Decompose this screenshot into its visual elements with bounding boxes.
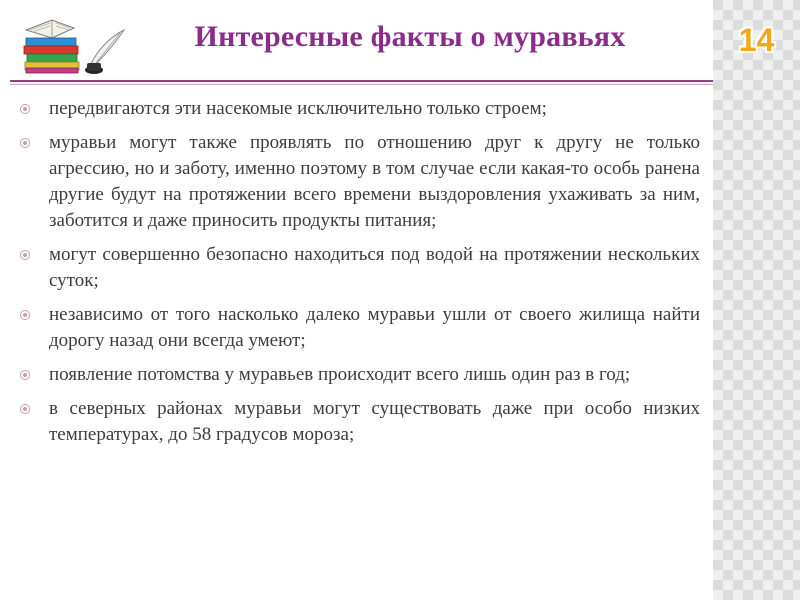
slide-number: 14 — [738, 22, 775, 58]
bullet-icon — [20, 138, 30, 148]
bullet-icon — [20, 104, 30, 114]
bullet-item — [20, 242, 700, 294]
decorative-side-panel — [713, 0, 800, 600]
title-divider — [10, 80, 713, 82]
bullet-item — [20, 130, 700, 234]
bullet-text: муравьи могут также проявлять по отношению друг к другу не только агрессию, но и заботу, именно поэтому в том случае если какая-то особь ранена другие будут на протяжении всего времени выздоровления ухаживать за ним, заботится и даже приносить продукты питания; — [49, 132, 700, 231]
books-and-quill-icon — [12, 8, 130, 76]
bullet-icon — [20, 404, 30, 414]
bullet-text: появление потомства у муравьев происходит всего лишь один раз в год; — [49, 364, 631, 385]
bullet-text: в северных районах муравьи могут существовать даже при особо низких температурах, до 58 градусов мороза; — [49, 398, 700, 445]
title-divider-thin — [10, 84, 713, 85]
bullet-item — [20, 396, 700, 448]
bullet-icon — [20, 310, 30, 320]
bullet-text: могут совершенно безопасно находиться под водой на протяжении нескольких суток; — [49, 244, 700, 291]
bullet-text: передвигаются эти насекомые исключительно только строем; — [49, 98, 547, 119]
bullet-item — [20, 96, 700, 122]
bullet-list — [20, 96, 700, 456]
slide-title: Интересные факты о муравьях — [194, 20, 626, 53]
bullet-icon — [20, 370, 30, 380]
bullet-icon — [20, 250, 30, 260]
bullet-text: независимо от того насколько далеко муравьи ушли от своего жилища найти дорогу назад они всегда умеют; — [49, 304, 700, 351]
bullet-item — [20, 362, 700, 388]
bullet-item — [20, 302, 700, 354]
